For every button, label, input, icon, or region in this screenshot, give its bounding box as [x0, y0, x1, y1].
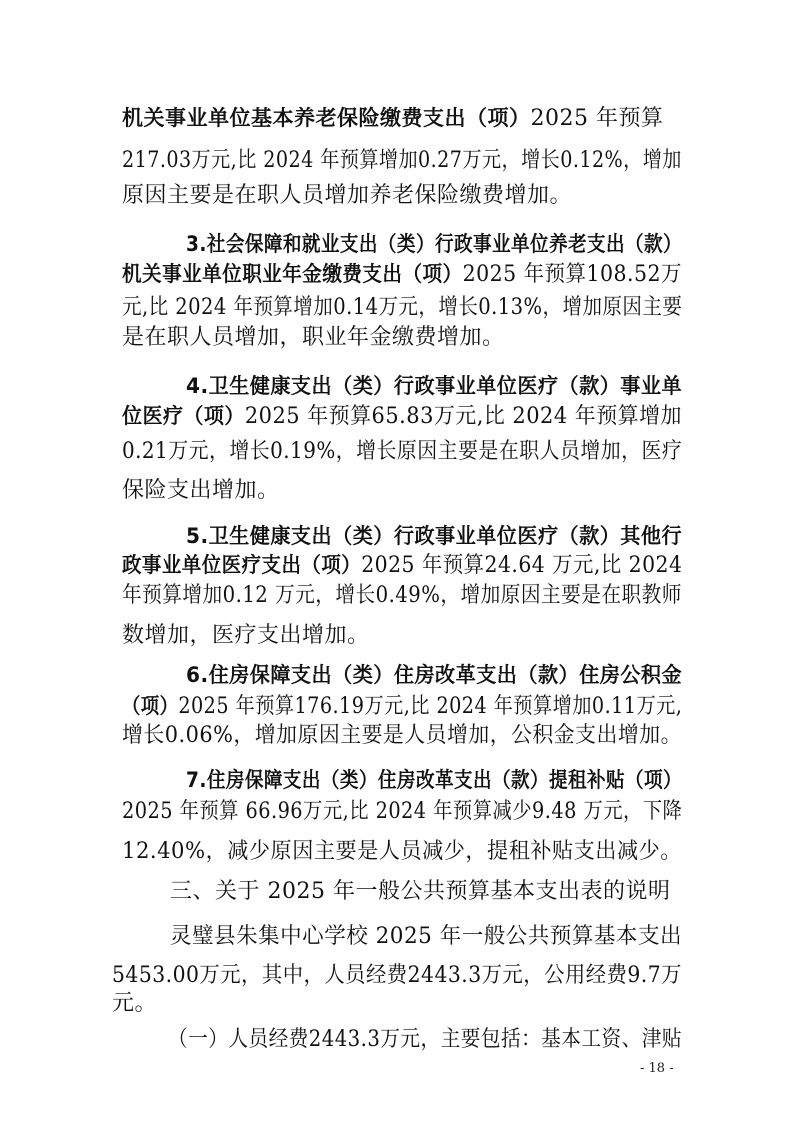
text-line [122, 145, 682, 177]
text-line [186, 370, 682, 403]
text-line [186, 659, 682, 692]
body-text: （一）人员经费2443.3万元，主要包括：基本工资、津贴 [168, 1027, 682, 1052]
body-text: 5453.00万元，其中，人员经费2443.3万元，公用经费9.7万 [112, 963, 682, 988]
text-line [122, 400, 682, 433]
body-text: 2025 年预算108.52万 [462, 262, 682, 287]
body-text: 2025 年预算24.64 万元,比 2024 [361, 553, 683, 578]
text-line [122, 258, 682, 291]
body-text: 是在职人员增加，职业年金缴费增加。 [122, 325, 505, 350]
text-line [122, 180, 572, 212]
bold-heading: 3.社会保障和就业支出（类）行政事业单位养老支出（款） [186, 232, 683, 256]
body-text: 灵璧县朱集中心学校 2025 年一般公共预算基本支出 [170, 924, 683, 949]
body-text: 2025 年预算 [530, 106, 664, 131]
text-line [122, 580, 682, 612]
text-line [122, 292, 682, 324]
text-line [170, 921, 682, 953]
section-heading-text: 三、关于 2025 年一般公共预算基本支出表的说明 [170, 879, 671, 904]
text-line [186, 228, 682, 261]
text-line [122, 690, 682, 723]
text-line [122, 796, 682, 828]
body-text: 12.40%，减少原因主要是人员减少，提租补贴支出减少。 [122, 839, 682, 864]
body-text: 2025 年预算176.19万元,比 2024 年预算增加0.11万元, [178, 694, 683, 719]
body-text: 增长0.06%，增加原因主要是人员增加，公积金支出增加。 [122, 723, 682, 748]
body-text: 0.21万元，增长0.19%，增长原因主要是在职人员增加，医疗 [122, 439, 683, 464]
body-text: 元,比 2024 年预算增加0.14万元，增长0.13%，增加原因主要 [122, 295, 683, 320]
body-text: 数增加，医疗支出增加。 [122, 623, 370, 648]
text-line [186, 764, 682, 797]
bold-heading: 机关事业单位职业年金缴费支出（项） [122, 262, 463, 286]
bold-heading: （项） [122, 694, 179, 718]
text-line [122, 836, 682, 868]
text-line [122, 322, 505, 354]
text-line [122, 102, 663, 135]
bold-heading: 4.卫生健康支出（类）行政事业单位医疗（款）事业单 [186, 374, 683, 398]
body-text: 2025 年预算65.83万元,比 2024 年预算增加 [244, 404, 682, 429]
section-heading [170, 876, 670, 908]
page-number: - 18 - [640, 1061, 674, 1076]
text-line [112, 960, 682, 992]
text-line [122, 436, 682, 468]
text-line [112, 988, 157, 1020]
text-line [168, 1024, 682, 1056]
bold-heading: 6.住房保障支出（类）住房改革支出（款）住房公积金 [186, 663, 683, 687]
bold-heading: 位医疗（项） [122, 404, 245, 428]
text-line [122, 620, 370, 652]
bold-heading: 政事业单位医疗支出（项） [122, 553, 362, 577]
body-text: 元。 [112, 991, 158, 1016]
bold-heading: 7.住房保障支出（类）住房改革支出（款）提租补贴（项） [186, 768, 683, 792]
text-line [122, 475, 280, 507]
body-text: 年预算增加0.12 万元，增长0.49%，增加原因主要是在职教师 [122, 583, 682, 608]
text-line [122, 549, 682, 582]
bold-heading: 5.卫生健康支出（类）行政事业单位医疗（款）其他行 [186, 524, 683, 548]
body-text: 保险支出增加。 [122, 478, 280, 503]
body-text: 2025 年预算 66.96万元,比 2024 年预算减少9.48 万元，下降 [122, 799, 683, 824]
bold-heading: 机关事业单位基本养老保险缴费支出（项） [122, 106, 531, 130]
body-text: 原因主要是在职人员增加养老保险缴费增加。 [122, 183, 573, 208]
body-text: 217.03万元,比 2024 年预算增加0.27万元，增长0.12%，增加 [122, 148, 682, 173]
text-line [122, 720, 682, 752]
